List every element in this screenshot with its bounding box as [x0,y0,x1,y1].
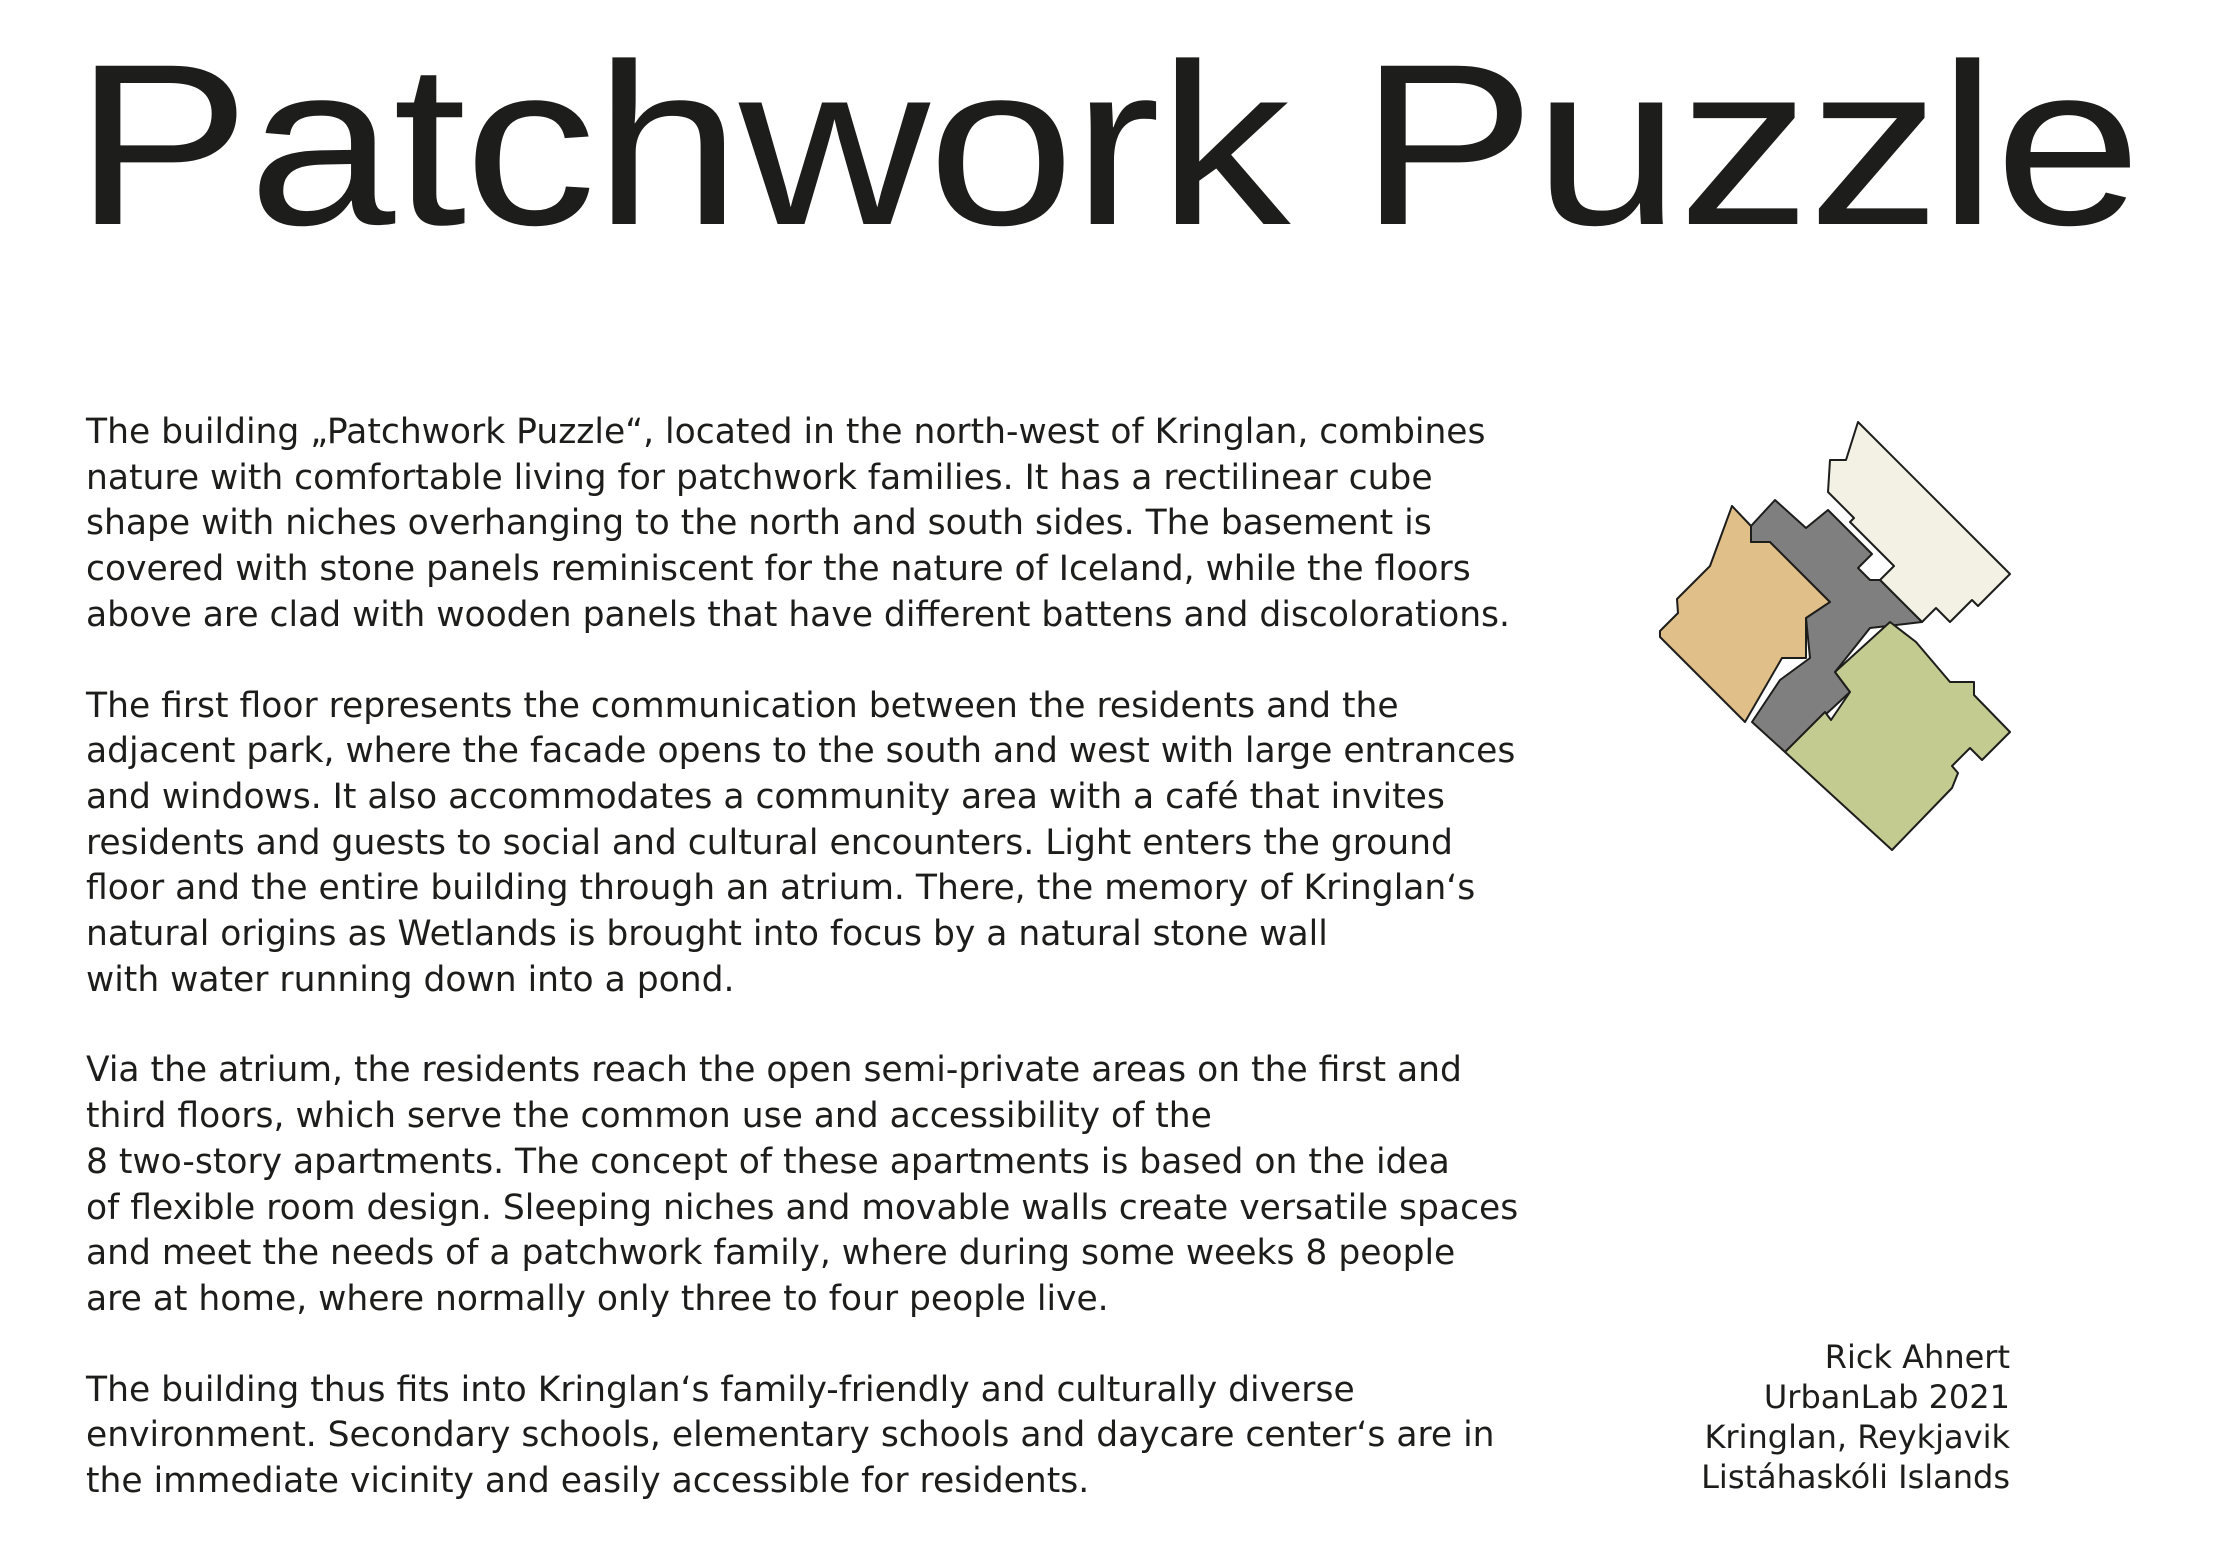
paragraph-line: The first floor represents the communication between the residents and the [86,685,1399,726]
paragraph-line: Via the atrium, the residents reach the open semi-private areas on the first and [86,1050,1462,1091]
paragraph-line: and meet the needs of a patchwork family, where during some weeks 8 people [86,1233,1456,1274]
body-text [86,410,1519,1550]
paragraph-line: with water running down into a pond. [86,959,735,1000]
paragraph-3 [86,1048,1519,1322]
paragraph-line: residents and guests to social and cultural encounters. Light enters the ground [86,822,1453,863]
paragraph-line: environment. Secondary schools, elementary schools and daycare center‘s are in [86,1415,1495,1456]
paragraph-line: floor and the entire building through an atrium. There, the memory of Kringlan‘s [86,868,1476,909]
paragraph-line: nature with comfortable living for patchwork families. It has a rectilinear cube [86,457,1433,498]
credit-program: UrbanLab 2021 [1763,1378,2010,1416]
paragraph-line: The building „Patchwork Puzzle“, located in the north-west of Kringlan, combines [86,412,1486,452]
paragraph-line: covered with stone panels reminiscent for the nature of Iceland, while the floors [86,549,1471,590]
credit-location: Kringlan, Reykjavik [1704,1418,2010,1456]
puzzle-floorplan-illustration [1630,410,2030,860]
paragraph-line: adjacent park, where the facade opens to the south and west with large entrances [86,731,1516,772]
paragraph-line: The building thus fits into Kringlan‘s family-friendly and culturally diverse [86,1369,1355,1410]
paragraph-line: are at home, where normally only three to four people live. [86,1278,1109,1319]
credit-author: Rick Ahnert [1824,1338,2010,1376]
paragraph-4 [86,1368,1495,1505]
paragraph-line: of flexible room design. Sleeping niches and movable walls create versatile spaces [86,1187,1519,1228]
paragraph-line: third floors, which serve the common use and accessibility of the [86,1096,1212,1137]
paragraph-line: 8 two-story apartments. The concept of these apartments is based on the idea [86,1141,1450,1182]
paragraph-2 [86,684,1516,1004]
paragraph-line: the immediate vicinity and easily accessible for residents. [86,1461,1090,1502]
paragraph-line: natural origins as Wetlands is brought into focus by a natural stone wall [86,914,1328,955]
credits [1701,1337,2010,1497]
paragraph-line: shape with niches overhanging to the north and south sides. The basement is [86,503,1432,544]
credit-school: Listáhaskóli Islands [1701,1458,2010,1496]
paragraph-line: and windows. It also accommodates a community area with a café that invites [86,776,1445,817]
paragraph-line: above are clad with wooden panels that have different battens and discolorations. [86,594,1511,635]
paragraph-1 [86,410,1511,639]
page-title: Patchwork Puzzle [74,16,2140,273]
